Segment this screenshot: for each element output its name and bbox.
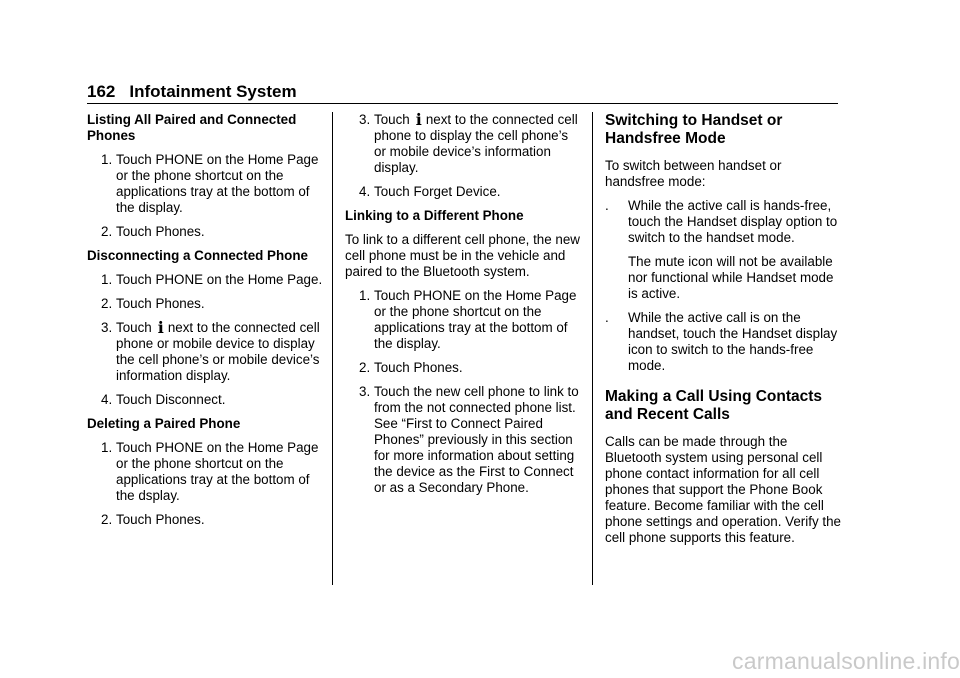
disconnecting-steps xyxy=(87,272,325,408)
heading-making-call: Making a Call Using Contacts and Recent Calls xyxy=(605,388,823,423)
column-divider-1 xyxy=(332,112,333,585)
list-item: 2. Touch Phones. xyxy=(101,224,205,239)
deleting-steps xyxy=(87,440,325,528)
section-title-linking: Linking to a Different Phone xyxy=(345,208,524,223)
section-title-listing: Listing All Paired and Connected Phones xyxy=(87,112,297,143)
linking-steps xyxy=(345,288,583,496)
column-2 xyxy=(345,112,583,504)
list-item: 1. Touch PHONE on the Home Page or the phone shortcut on the applications tray at the bottom of the dsplay. xyxy=(101,440,319,503)
heading-switching-mode: Switching to Handset or Handsfree Mode xyxy=(605,112,783,147)
info-icon: ℹ xyxy=(415,110,422,129)
list-item: 1. Touch PHONE on the Home Page or the phone shortcut on the applications tray at the bottom of the display. xyxy=(359,288,577,351)
page-title: Infotainment System xyxy=(129,82,297,101)
column-divider-2 xyxy=(592,112,593,585)
bullet-icon: . xyxy=(605,198,609,213)
column-3 xyxy=(605,112,841,554)
list-item: 3. Touch the new cell phone to link to from the not connected phone list. See “First to Connect Paired Phones” previously in this section for more information about setting the device as the First to Connect or as a Secondary Phone. xyxy=(359,384,579,495)
list-item: 1. Touch PHONE on the Home Page or the phone shortcut on the applications tray at the bottom of the display. xyxy=(101,152,319,215)
linking-intro: To link to a different cell phone, the new cell phone must be in the vehicle and paired to the Bluetooth system. xyxy=(345,232,580,279)
column-1 xyxy=(87,112,325,536)
section-title-disconnecting: Disconnecting a Connected Phone xyxy=(87,248,308,263)
listing-steps xyxy=(87,152,325,240)
switching-intro: To switch between handset or handsfree mode: xyxy=(605,158,782,189)
section-title-deleting: Deleting a Paired Phone xyxy=(87,416,241,431)
bullet-icon: . xyxy=(605,310,609,325)
page-number: 162 xyxy=(87,82,116,101)
mute-note: The mute icon will not be available nor functional while Handset mode is active. xyxy=(628,254,834,301)
list-item: 4. Touch Disconnect. xyxy=(101,392,226,407)
list-item: 1. Touch PHONE on the Home Page. xyxy=(101,272,323,287)
header-rule xyxy=(87,103,838,104)
watermark: carmanualsonline.info xyxy=(732,648,960,674)
list-item: 2. Touch Phones. xyxy=(101,296,205,311)
page-header xyxy=(87,82,297,102)
making-call-paragraph: Calls can be made through the Bluetooth system using personal cell phone contact information for all cell phones that support the Phone Book feature. Become familiar with the cell phone settings and operation. Verify the cell phone supports this feature. xyxy=(605,434,841,545)
list-item: . While the active call is hands-free, touch the Handset display option to switch to the handset mode. xyxy=(605,198,838,245)
list-item: 2. Touch Phones. xyxy=(359,360,463,375)
list-item: 3. Touch ℹ next to the connected cell phone or mobile device to display the cell phone’s or mobile device’s information display. xyxy=(101,318,320,383)
info-icon: ℹ xyxy=(157,318,164,337)
deleting-steps-continued xyxy=(345,112,583,200)
list-item: 2. Touch Phones. xyxy=(101,512,205,527)
list-item: 3. Touch ℹ next to the connected cell phone to display the cell phone’s or mobile device’s information display. xyxy=(359,110,578,175)
list-item: . While the active call is on the handset, touch the Handset display icon to switch to the hands-free mode. xyxy=(605,310,838,373)
list-item: 4. Touch Forget Device. xyxy=(359,184,501,199)
